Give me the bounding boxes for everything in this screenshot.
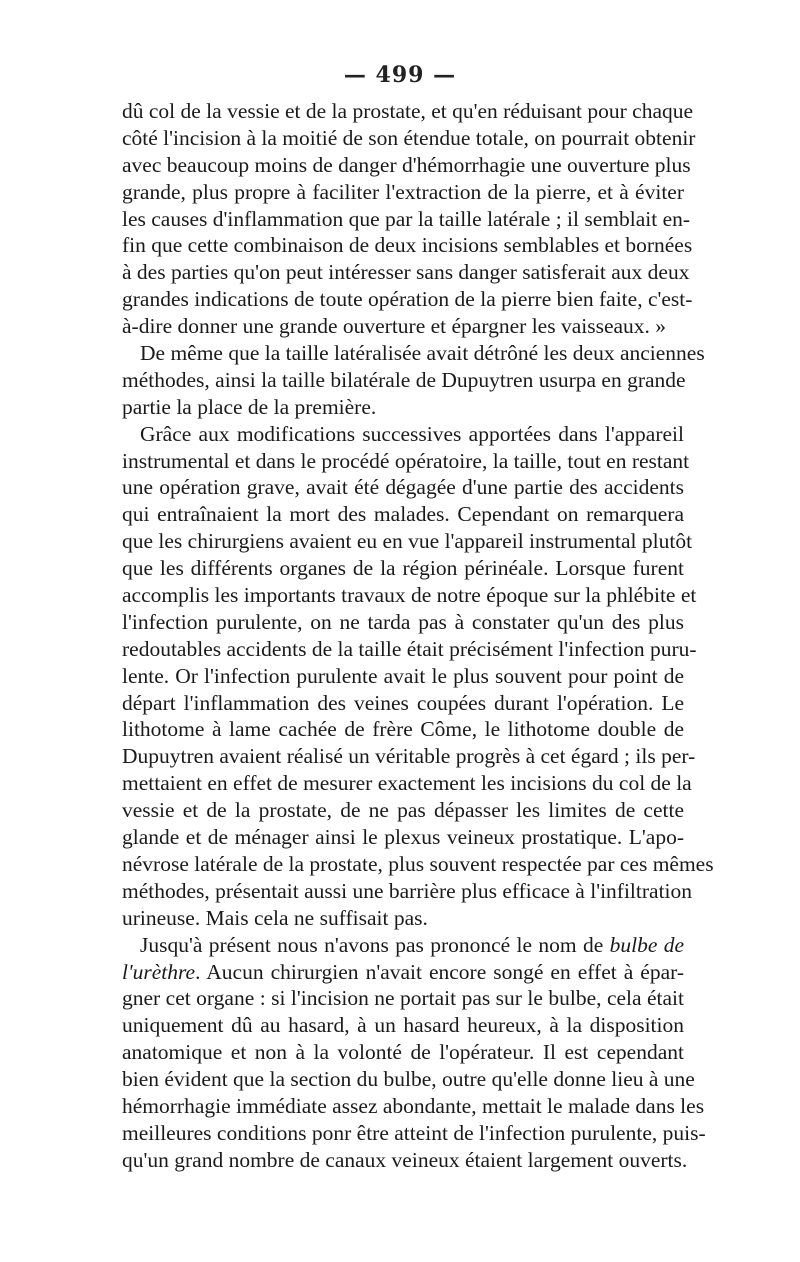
text-line: grandes indications de toute opération de la pierre bien faite, c'est- [122, 287, 693, 312]
text-line: grande, plus propre à faciliter l'extraction de la pierre, et à éviter [122, 179, 684, 204]
text-line: Grâce aux modifications successives apportées dans l'appareil [140, 421, 684, 446]
text-lines-part-1 [122, 98, 714, 932]
text-line: lithotome à lame cachée de frère Côme, le lithotome double de [122, 717, 684, 742]
text-line: méthodes, ainsi la taille bilatérale de Dupuytren usurpa en grande [122, 367, 686, 392]
text-span: Jusqu'à présent nous n'avons pas prononcé le nom de [140, 932, 610, 957]
text-lines-part-2 [122, 985, 706, 1173]
text-line: bien évident que la section du bulbe, outre qu'elle donne lieu à une [122, 1067, 695, 1092]
text-line: accomplis les importants travaux de notre époque sur la phlébite et [122, 583, 697, 608]
text-line: côté l'incision à la moitié de son étendue totale, on pourrait obtenir [122, 125, 696, 150]
text-line: redoutables accidents de la taille était précisément l'infection puru- [122, 636, 697, 661]
page-number: — 499 — [343, 62, 457, 88]
text-line [122, 959, 684, 986]
text-line [122, 932, 684, 959]
text-line: que les différents organes de la région périnéale. Lorsque furent [122, 556, 684, 581]
text-line: meilleures conditions ponr être atteint de l'infection purulente, puis- [122, 1120, 706, 1145]
text-line: les causes d'inflammation que par la taille latérale ; il semblait en- [122, 206, 691, 231]
text-line: glande et de ménager ainsi le plexus veineux prostatique. L'apo- [122, 825, 684, 850]
text-line: Dupuytren avaient réalisé un véritable progrès à cet égard ; ils per- [122, 744, 696, 769]
text-line: névrose latérale de la prostate, plus souvent respectée par ces mêmes [122, 851, 714, 876]
text-line: avec beaucoup moins de danger d'hémorrhagie une ouverture plus [122, 152, 691, 177]
text-line: urineuse. Mais cela ne suffisait pas. [122, 905, 428, 930]
text-line: qui entraînaient la mort des malades. Cependant on remarquera [122, 502, 684, 527]
text-line: instrumental et dans le procédé opératoire, la taille, tout en restant [122, 448, 690, 473]
text-line: gner cet organe : si l'incision ne portait pas sur le bulbe, cela était [122, 986, 684, 1011]
text-line: fin que cette combinaison de deux incisions semblables et bornées [122, 233, 693, 258]
text-line: une opération grave, avait été dégagée d'une partie des accidents [122, 475, 684, 500]
text-line: départ l'inflammation des veines coupées durant l'opération. Le [122, 690, 684, 715]
text-line: l'infection purulente, on ne tarda pas à constater qu'un des plus [122, 609, 684, 634]
italic-term: l'urèthre [122, 959, 196, 984]
text-line: anatomique et non à la volonté de l'opérateur. Il est cependant [122, 1040, 684, 1065]
text-line: hémorrhagie immédiate assez abondante, mettait le malade dans les [122, 1093, 705, 1118]
text-line: vessie et de la prostate, de ne pas dépasser les limites de cette [122, 798, 684, 823]
text-line: à-dire donner une grande ouverture et épargner les vaisseaux. » [122, 314, 667, 339]
text-line: qu'un grand nombre de canaux veineux étaient largement ouverts. [122, 1147, 688, 1172]
text-line: que les chirurgiens avaient eu en vue l'appareil instrumental plutôt [122, 529, 693, 554]
italic-term: bulbe de [609, 932, 685, 957]
text-line: dû col de la vessie et de la prostate, et qu'en réduisant pour chaque [122, 99, 694, 123]
text-line: uniquement dû au hasard, à un hasard heureux, à la disposition [122, 1013, 684, 1038]
text-span: . Aucun chirurgien n'avait encore songé en effet à épar- [195, 959, 684, 984]
text-line: De même que la taille latéralisée avait détrôné les deux anciennes [140, 341, 705, 366]
text-line: lente. Or l'infection purulente avait le plus souvent pour point de [122, 663, 684, 688]
text-line: méthodes, présentait aussi une barrière plus efficace à l'infiltration [122, 878, 693, 903]
text-line: mettaient en effet de mesurer exactement les incisions du col de la [122, 771, 692, 796]
body-text [122, 98, 714, 1174]
text-line: partie la place de la première. [122, 394, 377, 419]
text-line: à des parties qu'on peut intéresser sans danger satisferait aux deux [122, 260, 690, 285]
